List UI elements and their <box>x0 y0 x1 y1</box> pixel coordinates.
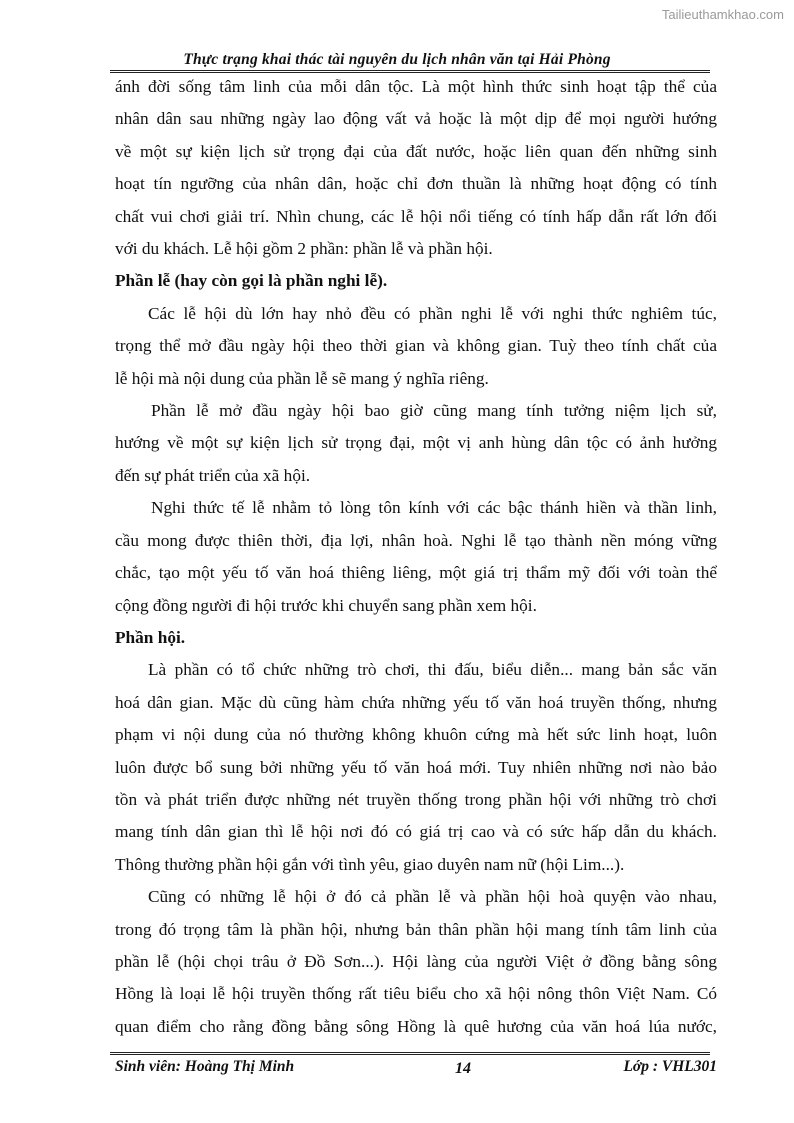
body-line: Cũng có những lễ hội ở đó cả phần lễ và phần hội hoà quyện vào nhau, <box>148 887 717 907</box>
section-heading-phan-hoi: Phần hội. <box>115 627 186 647</box>
body-line: nhân dân sau những ngày lao động vất vả hoặc là một dịp để mọi người hướng <box>115 109 717 129</box>
body-line: luôn được bổ sung bởi những yếu tố văn hoá mới. Tuy nhiên những nơi nào bảo <box>115 757 717 777</box>
body-line: hướng về một sự kiện lịch sử trọng đại, một vị anh hùng dân tộc có ảnh hưởng <box>115 433 717 453</box>
body-line: chất vui chơi giải trí. Nhìn chung, các lễ hội nổi tiếng có tính hấp dẫn rất lớn đối <box>115 206 717 226</box>
body-line: Hồng là loại lễ hội truyền thống rất tiêu biểu cho xã hội nông thôn Việt Nam. Có <box>115 984 717 1004</box>
page-number: 14 <box>455 1060 471 1077</box>
body-line: Phần lễ mở đầu ngày hội bao giờ cũng mang tính tưởng niệm lịch sử, <box>151 401 717 421</box>
body-line: trọng thể mở đầu ngày hội theo thời gian và không gian. Tuỳ theo tính chất của <box>115 336 717 356</box>
body-line: với du khách. Lễ hội gồm 2 phần: phần lễ và phần hội. <box>115 239 493 259</box>
body-line: tồn và phát triển được những nét truyền thống trong phần hội với những trò chơi <box>115 789 717 809</box>
body-line: hoá dân gian. Mặc dù cũng hàm chứa những yếu tố văn hoá truyền thống, nhưng <box>115 692 717 712</box>
body-line: Nghi thức tế lễ nhằm tỏ lòng tôn kính với các bậc thánh hiền và thần linh, <box>151 498 717 518</box>
body-line: cộng đồng người đi hội trước khi chuyển sang phần xem hội. <box>115 595 537 615</box>
body-line: quan điểm cho rằng đồng bằng sông Hồng là quê hương của văn hoá lúa nước, <box>115 1016 717 1036</box>
section-heading-phan-le: Phần lễ (hay còn gọi là phần nghi lễ). <box>115 271 388 291</box>
watermark: Tailieuthamkhao.com <box>661 7 784 22</box>
body-line: Các lễ hội dù lớn hay nhỏ đều có phần nghi lễ với nghi thức nghiêm túc, <box>148 303 717 323</box>
document-body <box>115 71 717 1043</box>
running-header-title: Thực trạng khai thác tài nguyên du lịch nhân văn tại Hải Phòng <box>183 51 611 68</box>
footer-class-label: Lớp : VHL301 <box>623 1058 717 1075</box>
footer-student-name: Sinh viên: Hoàng Thị Minh <box>115 1058 295 1075</box>
body-line: lễ hội mà nội dung của phần lễ sẽ mang ý nghĩa riêng. <box>115 368 489 388</box>
body-line: phạm vi nội dung của nó thường không khuôn cứng mà hết sức linh hoạt, luôn <box>115 725 717 745</box>
body-line: đến sự phát triển của xã hội. <box>115 465 311 485</box>
footer-divider <box>110 1052 710 1055</box>
body-line: cầu mong được thiên thời, địa lợi, nhân hoà. Nghi lễ tạo thành nền móng vững <box>115 530 717 550</box>
body-line: ánh đời sống tâm linh của mỗi dân tộc. Là một hình thức sinh hoạt tập thể của <box>115 77 717 96</box>
body-line: chắc, tạo một yếu tố văn hoá thiêng liêng, một giá trị thẩm mỹ đối với toàn thể <box>115 563 717 583</box>
running-footer <box>115 1058 717 1080</box>
body-line: hoạt tín ngưỡng của nhân dân, hoặc chỉ đơn thuần là những hoạt động có tính <box>115 174 717 194</box>
body-line: Là phần có tổ chức những trò chơi, thi đấu, biểu diễn... mang bản sắc văn <box>148 660 717 680</box>
body-line: phần lễ (hội chọi trâu ở Đồ Sơn...). Hội làng của người Việt ở đồng bằng sông <box>115 951 717 971</box>
body-line: trong đó trọng tâm là phần hội, nhưng bản thân phần hội mang tính tâm linh của <box>115 919 717 939</box>
body-line: Thông thường phần hội gắn với tình yêu, giao duyên nam nữ (hội Lim...). <box>115 854 625 874</box>
body-line: mang tính dân gian thì lễ hội nơi đó có giá trị cao và có sức hấp dẫn du khách. <box>115 822 717 842</box>
body-line: về một sự kiện lịch sử trọng đại của đất nước, hoặc liên quan đến những sinh <box>115 141 717 161</box>
